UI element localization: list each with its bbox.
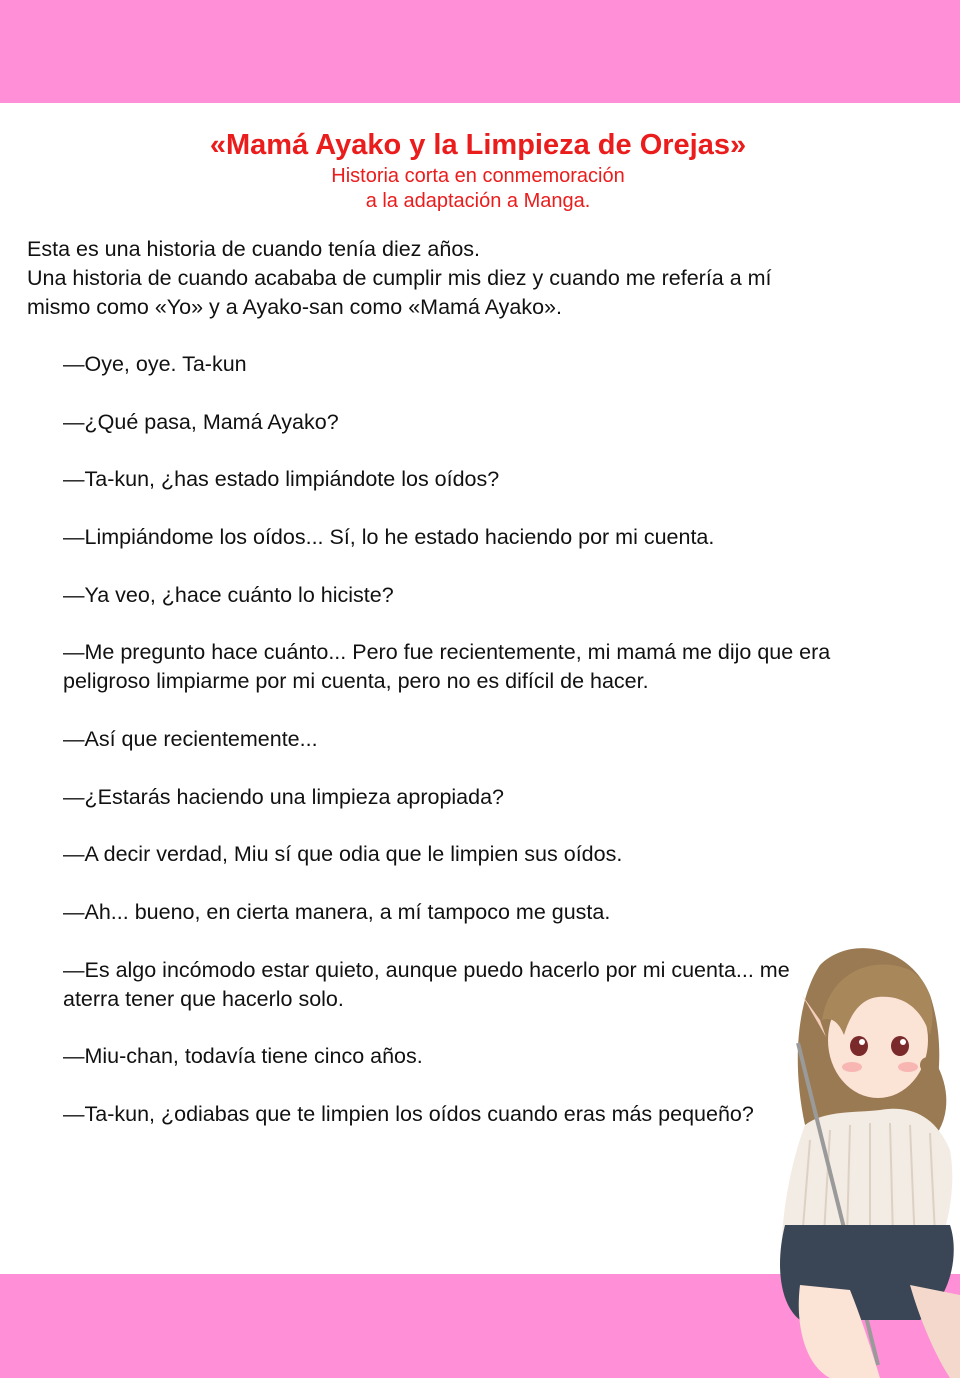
dialogue-line <box>63 1100 933 1129</box>
dialogue-text: —Miu-chan, todavía tiene cinco años. <box>63 1044 423 1068</box>
dialogue-line <box>63 898 933 927</box>
top-pink-band <box>0 0 960 103</box>
dialogue-text: —Es algo incómodo estar quieto, aunque puedo hacerlo por mi cuenta... me <box>63 958 790 982</box>
dialogue-line <box>63 523 933 552</box>
intro-paragraph <box>27 235 927 322</box>
subtitle-line: Historia corta en conmemoración <box>331 165 625 187</box>
dialogue-text: —Ah... bueno, en cierta manera, a mí tampoco me gusta. <box>63 900 611 924</box>
dialogue-text: —Me pregunto hace cuánto... Pero fue recientemente, mi mamá me dijo que era <box>63 640 831 664</box>
dialogue-text: —Limpiándome los oídos... Sí, lo he estado haciendo por mi cuenta. <box>63 525 715 549</box>
dialogue-text: —¿Qué pasa, Mamá Ayako? <box>63 410 339 434</box>
dialogue-line <box>63 465 933 494</box>
subtitle-line: a la adaptación a Manga. <box>365 190 591 212</box>
intro-line: Esta es una historia de cuando tenía diez años. <box>27 237 481 261</box>
intro-line: mismo como «Yo» y a Ayako-san como «Mamá Ayako». <box>27 295 562 319</box>
dialogue-line <box>63 581 933 610</box>
dialogue-text: —Ya veo, ¿hace cuánto lo hiciste? <box>63 583 394 607</box>
dialogue-line <box>63 783 933 812</box>
dialogue-text: —Ta-kun, ¿has estado limpiándote los oídos? <box>63 467 500 491</box>
dialogue-text: —¿Estarás haciendo una limpieza apropiada? <box>63 785 505 809</box>
dialogue-line <box>63 638 943 696</box>
dialogue-line <box>63 350 933 379</box>
dialogue-text: —Así que recientemente... <box>63 727 318 751</box>
story-subtitle <box>0 164 956 214</box>
dialogue-text: peligroso limpiarme por mi cuenta, pero no es difícil de hacer. <box>63 669 649 693</box>
story-title: «Mamá Ayako y la Limpieza de Orejas» <box>209 129 747 161</box>
dialogue-line <box>63 408 933 437</box>
dialogue-text: —Oye, oye. Ta-kun <box>63 352 247 376</box>
dialogue-text: —A decir verdad, Miu sí que odia que le limpien sus oídos. <box>63 842 623 866</box>
intro-line: Una historia de cuando acababa de cumplir mis diez y cuando me refería a mí <box>27 266 772 290</box>
dialogue-line <box>63 1042 933 1071</box>
dialogue-text: aterra tener que hacerlo solo. <box>63 987 344 1011</box>
dialogue-line <box>63 956 883 1014</box>
dialogue-line <box>63 840 933 869</box>
dialogue-line <box>63 725 933 754</box>
dialogue-text: —Ta-kun, ¿odiabas que te limpien los oídos cuando eras más pequeño? <box>63 1102 754 1126</box>
